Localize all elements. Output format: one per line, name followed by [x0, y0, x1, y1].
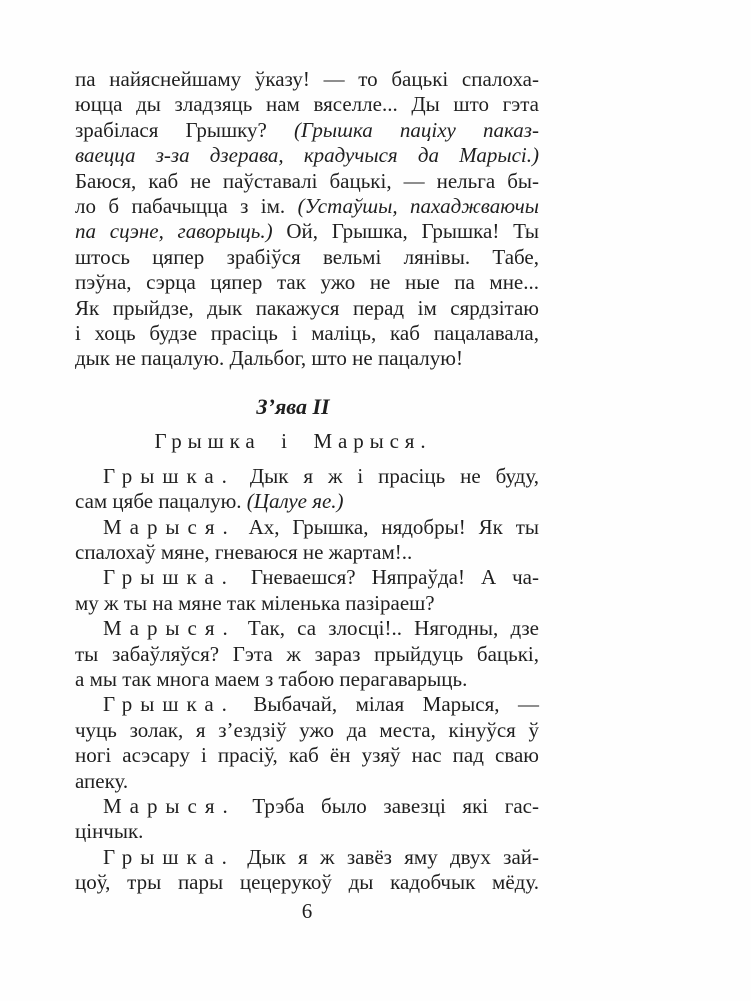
page-number: 6: [301, 899, 313, 923]
body-text: Трэба было завезці які гас-: [235, 793, 539, 818]
text-line: [75, 464, 539, 489]
speaker-name: Грышка.: [103, 463, 235, 488]
scene-heading: З’ява II: [256, 393, 330, 419]
text-line: [75, 769, 539, 794]
body-text: спалохаў мяне, гневаюся не жартам!..: [75, 539, 413, 564]
text-line: [75, 616, 539, 641]
text-line: [75, 540, 539, 565]
text-line: [75, 169, 539, 194]
body-text: а мы так многа маем з табою перагаварыць.: [75, 666, 468, 691]
body-text: апеку.: [75, 768, 129, 793]
text-line: [75, 346, 539, 371]
body-text: Дык я ж і прасіць не буду,: [234, 463, 539, 488]
dialogue-paragraph: [75, 565, 539, 616]
dialogue-paragraph: [75, 692, 539, 794]
body-text: пэўна, сэрца цяпер так ужо не ные па мне...: [75, 270, 539, 295]
body-text: Так, са злосці!.. Нягодны, дзе: [235, 616, 539, 641]
text-line: [75, 565, 539, 590]
text-line: [75, 219, 539, 244]
text-line: [75, 642, 539, 667]
body-text: Баюся, каб не паўставалі бацькі, — нельга бы-: [75, 168, 539, 193]
body-text: зрабілася Грышку?: [75, 117, 295, 142]
text-line: [75, 92, 539, 117]
text-line: [75, 591, 539, 616]
body-text: ты забаўляўся? Гэта ж зараз прыйдуць бацькі,: [75, 641, 539, 666]
speaker-name: Грышка.: [103, 565, 235, 590]
text-line: [75, 489, 539, 514]
stage-direction: па сцэне, гаворыць.): [75, 219, 287, 244]
cast-list: Грышка і Марыся.: [154, 429, 432, 454]
stage-direction: (Грышка паціху паказ-: [294, 117, 539, 142]
speaker-name: Марыся.: [103, 793, 236, 818]
body-text: чуць золак, я з’ездзіў ужо да места, кінуўся ў: [75, 717, 539, 742]
body-text: Гневаешся? Няпраўда! А ча-: [234, 565, 539, 590]
body-paragraph: [75, 67, 539, 372]
dialogue-paragraph: [75, 464, 539, 515]
body-text: му ж ты на мяне так міленька пазіраеш?: [75, 590, 435, 615]
text-line: [75, 692, 539, 717]
stage-direction: ваецца з-за дзерава, крадучыся да Марысі.): [75, 143, 539, 168]
text-line: [75, 270, 539, 295]
text-line: [75, 667, 539, 692]
text-line: [75, 718, 539, 743]
body-text: і хоць будзе прасіць і маліць, каб пацалавала,: [75, 321, 539, 346]
text-line: [75, 515, 539, 540]
text-line: [75, 321, 539, 346]
text-line: [75, 743, 539, 768]
body-text: Як прыйдзе, дык пакажуся перад ім сярдзітаю: [75, 295, 539, 320]
text-line: [75, 118, 539, 143]
dialogue-paragraph: [75, 515, 539, 566]
body-text: па найяснейшаму ўказу! — то бацькі спалоха-: [75, 67, 539, 91]
body-text: Ой, Грышка, Грышка! Ты: [286, 219, 539, 244]
text-line: [75, 143, 539, 168]
speaker-name: Грышка.: [103, 692, 235, 717]
text-line: [75, 845, 539, 870]
speaker-name: Марыся.: [103, 616, 236, 641]
body-text: юцца ды зладзяць нам вяселле... Ды што гэта: [75, 92, 539, 117]
text-line: [75, 67, 539, 92]
body-text: сам цябе пацалую.: [75, 489, 247, 514]
body-text: дык не пацалую. Дальбог, што не пацалую!: [75, 346, 463, 371]
dialogue-paragraph: [75, 616, 539, 692]
stage-direction: (Устаўшы, пахаджваючы: [297, 194, 539, 219]
text-line: [75, 794, 539, 819]
text-line: [75, 870, 539, 895]
body-text: ногі асэсару і прасіў, каб ён узяў нас пад сваю: [75, 743, 539, 768]
body-text: Выбачай, мілая Марыся, —: [234, 692, 539, 717]
text-column: [75, 67, 539, 896]
speaker-name: Грышка.: [103, 844, 235, 869]
body-text: штось цяпер зрабіўся вельмі лянівы. Табе,: [75, 244, 539, 269]
text-line: [75, 245, 539, 270]
dialogue-paragraph: [75, 794, 539, 845]
text-line: [75, 194, 539, 219]
dialogue-paragraph: [75, 845, 539, 896]
body-text: цінчык.: [75, 819, 144, 844]
body-text: Ах, Грышка, нядобры! Як ты: [235, 514, 539, 539]
text-line: [75, 296, 539, 321]
body-text: цоў, тры пары цецерукоў ды кадобчык мёду.: [75, 870, 539, 895]
text-line: [75, 819, 539, 844]
body-text: Дык я ж завёз яму двух зай-: [234, 844, 539, 869]
speaker-name: Марыся.: [103, 514, 236, 539]
body-text: ло б пабачыцца з ім.: [75, 194, 298, 219]
stage-direction: (Цалуе яе.): [246, 489, 344, 514]
